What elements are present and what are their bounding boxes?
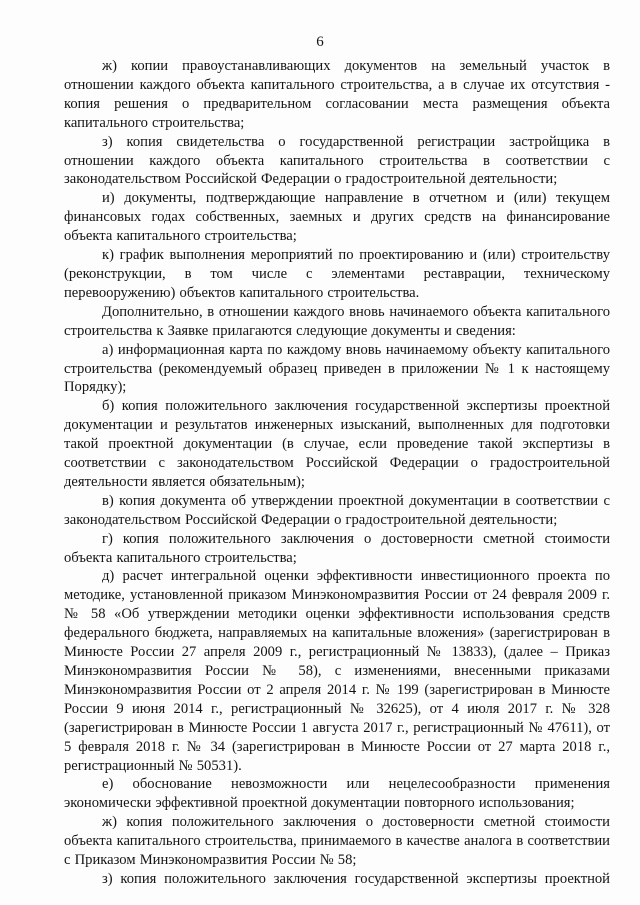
list-item-i: и) документы, подтверждающие направление в отчетном и (или) текущем финансовых годах собственных, заемных и других средств на финансирование объекта капитального строительства; (64, 190, 610, 245)
list-item-zh-2: ж) копия положительного заключения о достоверности сметной стоимости объекта капитального строительства, принимаемого в качестве аналога в соответствии с Приказом Минэкономразвития России № 58; (64, 814, 610, 869)
list-item-a: а) информационная карта по каждому вновь начинаемому объекту капитального строительства (рекомендуемый образец приведен в приложении № 1 к настоящему Порядку); (64, 341, 610, 396)
list-item-k: к) график выполнения мероприятий по проектированию и (или) строительству (реконструкции, в том числе с элементами реставрации, техническому перевооружению) объектов капитального строительства. (64, 247, 610, 301)
list-item-e: е) обоснование невозможности или нецелесообразности применения экономически эффективной проектной документации повторного использования; (64, 776, 610, 812)
list-item-b: б) копия положительного заключения государственной экспертизы проектной документации и результатов инженерных изысканий, выполненных для подготовки такой проектной документации (в случае, если проведение такой экспертизы в соответствии с законодательством Российской Федерации о градостроительной деятельности является обязательным); (64, 398, 610, 490)
list-item-z: з) копия свидетельства о государственной регистрации застройщика в отношении каждого объекта капитального строительства в соответствии с законодательством Российской Федерации о градостроительной деятельности; (64, 133, 610, 188)
list-item-v: в) копия документа об утверждении проектной документации в соответствии с законодательством Российской Федерации о градостроительной деятельности; (64, 492, 610, 528)
page-number: 6 (316, 34, 324, 50)
body-text (64, 57, 610, 889)
list-item-zh: ж) копии правоустанавливающих документов на земельный участок в отношении каждого объекта капитального строительства, а в случае их отсутствия - копия решения о предварительном согласовании места размещения объекта капитального строительства; (64, 58, 610, 131)
intro-paragraph: Дополнительно, в отношении каждого вновь начинаемого объекта капитального строительства к Заявке прилагаются следующие документы и сведения: (64, 303, 610, 339)
list-item-d: д) расчет интегральной оценки эффективности инвестиционного проекта по методике, установленной приказом Минэкономразвития России от 24 февраля 2009 г. № 58 «Об утверждении методики оценки эффективности использования средств федерального бюджета, направляемых на капитальные вложения» (зарегистрирован в Минюсте России 27 апреля 2009 г., регистрационный № 13833), (далее – Приказ Минэкономразвития России № 58), с изменениями, внесенными приказами Минэкономразвития России от 2 апреля 2014 г. № 199 (зарегистрирован в Минюсте России 9 июня 2014 г., регистрационный № 32625), от 4 июля 2017 г. № 328 (зарегистрирован в Минюсте России 1 августа 2017 г., регистрационный № 47611), от 5 февраля 2018 г. № 34 (зарегистрирован в Минюсте России от 27 марта 2018 г., регистрационный № 50531). (64, 568, 610, 774)
list-item-g: г) копия положительного заключения о достоверности сметной стоимости объекта капитального строительства; (64, 530, 610, 566)
list-item-z-2: з) копия положительного заключения государственной экспертизы проектной (102, 870, 610, 887)
